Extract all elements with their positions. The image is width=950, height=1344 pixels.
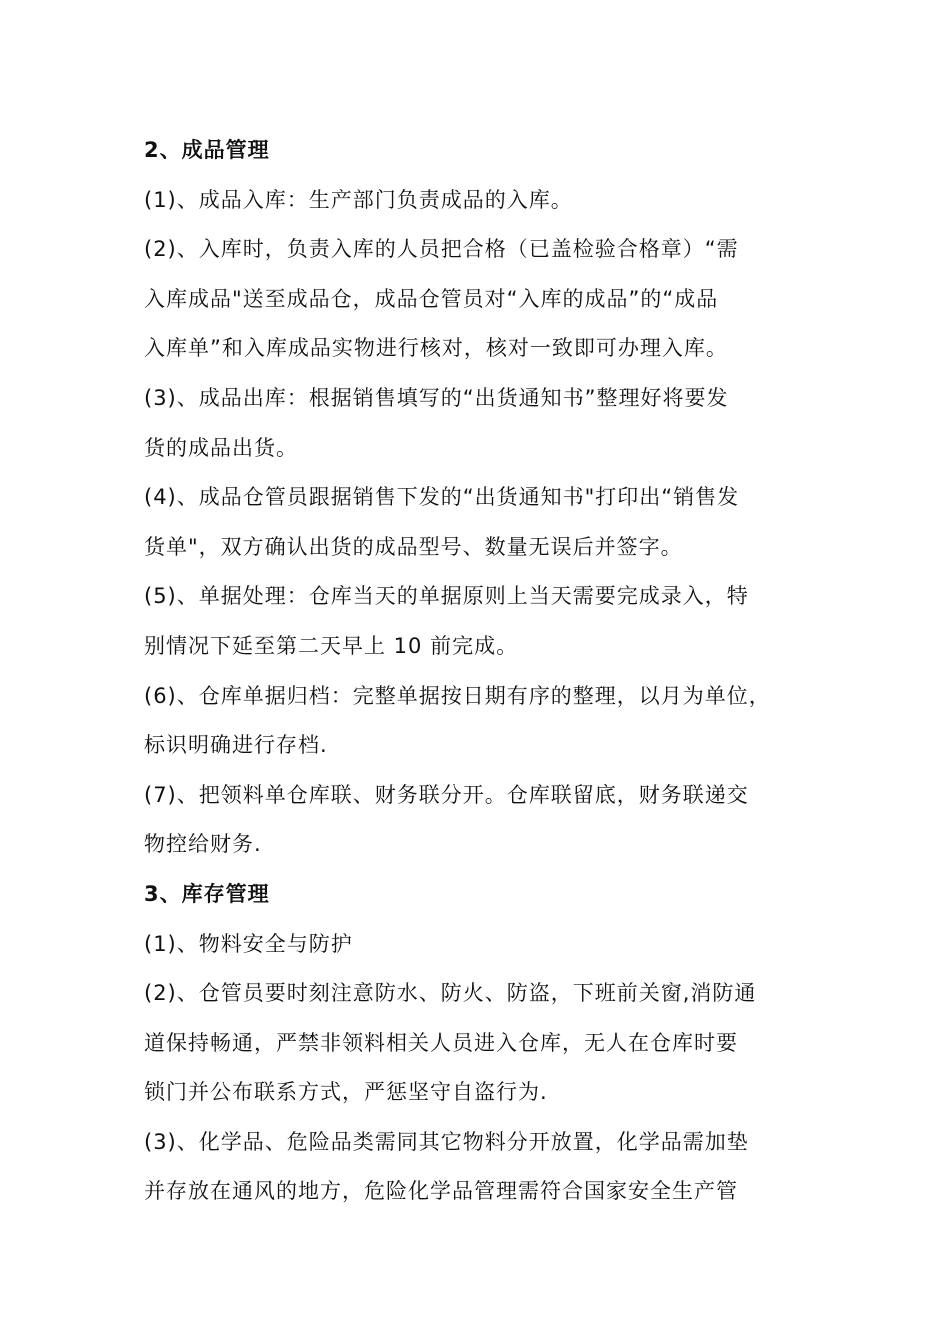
paragraph-line: (3)、化学品、危险品类需同其它物料分开放置，化学品需加垫 <box>144 1129 749 1154</box>
paragraph-line: 入库成品"送至成品仓，成品仓管员对“入库的成品”的“成品 <box>144 286 719 311</box>
paragraph-line: (6)、仓库单据归档：完整单据按日期有序的整理，以月为单位， <box>144 683 771 708</box>
paragraph-line: 货单"，双方确认出货的成品型号、数量无误后并签字。 <box>144 534 683 559</box>
paragraph-line: (1)、物料安全与防护 <box>144 931 353 956</box>
paragraph-line: (2)、仓管员要时刻注意防水、防火、防盗，下班前关窗,消防通 <box>144 981 757 1006</box>
paragraph-line: (7)、把领料单仓库联、财务联分开。仓库联留底，财务联递交 <box>144 782 749 807</box>
paragraph-line: (1)、成品入库：生产部门负责成品的入库。 <box>144 187 573 212</box>
paragraph-line: 并存放在通风的地方，危险化学品管理需符合国家安全生产管 <box>144 1179 738 1204</box>
paragraph-line: (2)、入库时，负责入库的人员把合格（已盖检验合格章）“需 <box>144 237 739 262</box>
section-heading: 2、成品管理 <box>144 138 270 162</box>
paragraph-line: 入库单”和入库成品实物进行核对，核对一致即可办理入库。 <box>144 336 728 361</box>
paragraph-line: (3)、成品出库：根据销售填写的“出货通知书”整理好将要发 <box>144 385 729 410</box>
paragraph-line: 标识明确进行存档. <box>144 733 328 758</box>
paragraph-line: 物控给财务. <box>144 832 262 857</box>
paragraph-line: 锁门并公布联系方式，严惩坚守自盗行为. <box>144 1080 548 1105</box>
section-heading: 3、库存管理 <box>144 881 270 906</box>
document-body <box>144 126 824 1217</box>
paragraph-line: 别情况下延至第二天早上 10 前完成。 <box>144 633 519 658</box>
paragraph-line: 货的成品出货。 <box>144 435 298 460</box>
paragraph-line: (5)、单据处理：仓库当天的单据原则上当天需要完成录入，特 <box>144 584 749 609</box>
paragraph-line: 道保持畅通，严禁非领料相关人员进入仓库，无人在仓库时要 <box>144 1030 738 1055</box>
paragraph-line: (4)、成品仓管员跟据销售下发的“出货通知书"打印出“销售发 <box>144 485 740 510</box>
